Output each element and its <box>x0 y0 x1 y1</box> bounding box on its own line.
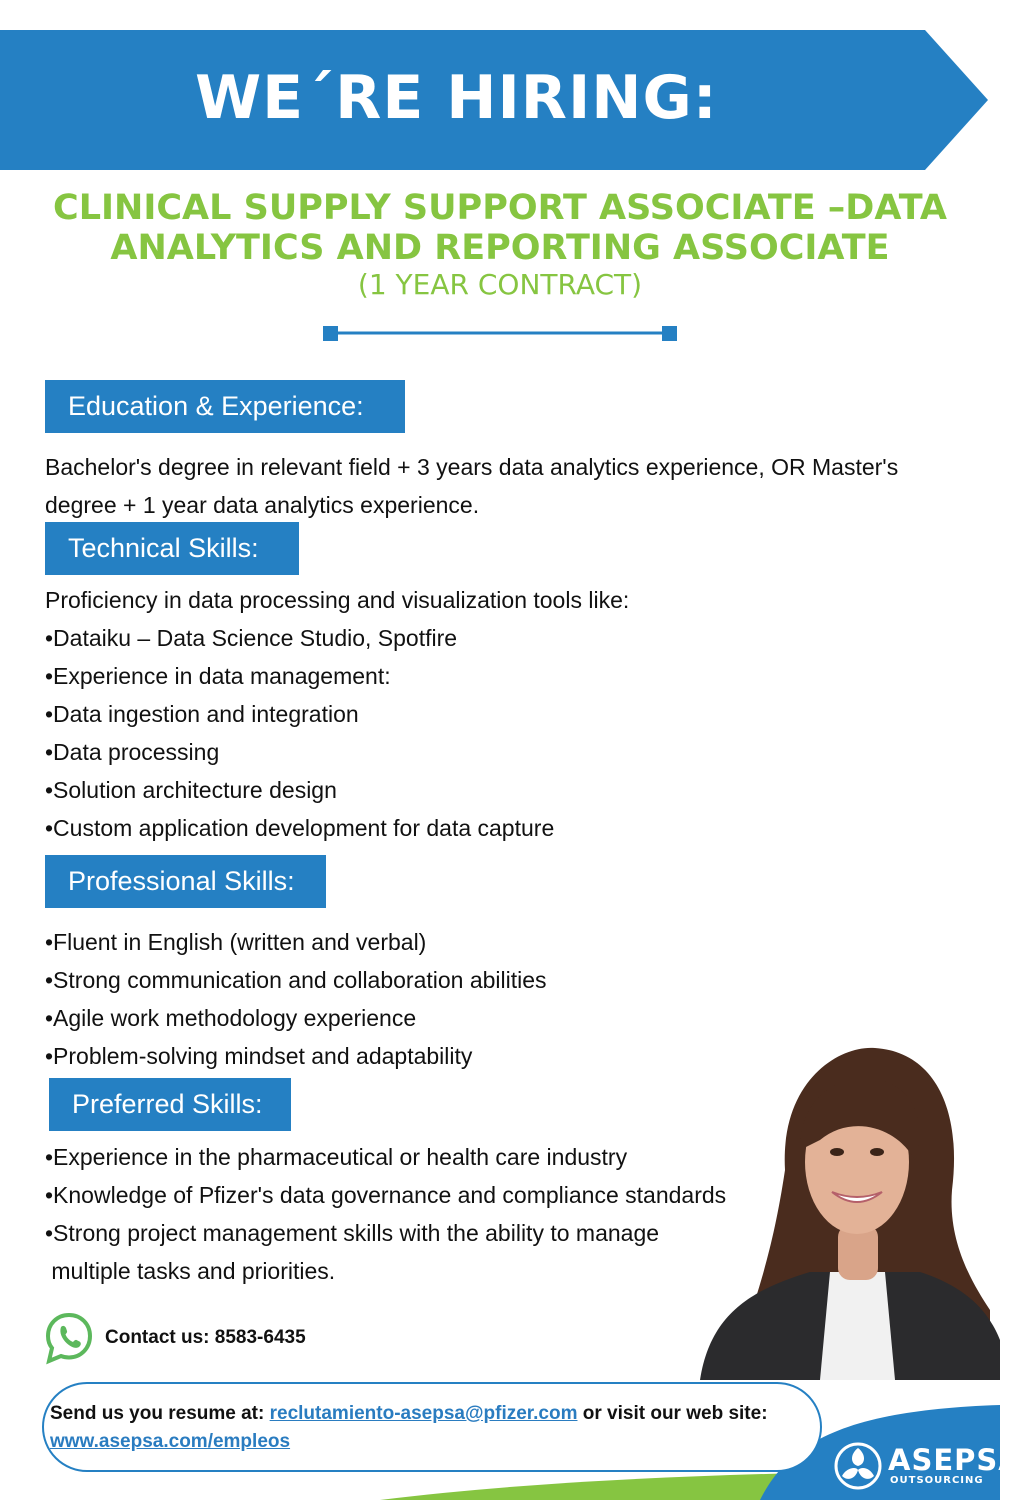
resume-email-link[interactable]: reclutamiento-asepsa@pfizer.com <box>269 1403 578 1424</box>
education-line-2: degree + 1 year data analytics experience. <box>45 492 480 518</box>
resume-prefix: Send us you resume at: <box>50 1403 270 1424</box>
whatsapp-icon[interactable] <box>45 1312 93 1364</box>
list-item: •Dataiku – Data Science Studio, Spotfire <box>45 625 458 651</box>
woman-photo <box>690 1040 1000 1380</box>
contract-duration: (1 YEAR CONTRACT) <box>357 268 643 301</box>
logo-name: ASEPSA <box>888 1443 1022 1477</box>
job-title-line-2: ANALYTICS AND REPORTING ASSOCIATE <box>110 228 890 268</box>
preferred-skills-header: Preferred Skills: <box>49 1078 291 1131</box>
logo-subtitle: OUTSOURCING <box>890 1475 984 1486</box>
list-item: •Custom application development for data capture <box>45 815 555 841</box>
job-title-line-1: CLINICAL SUPPLY SUPPORT ASSOCIATE –DATA <box>53 188 947 228</box>
preferred-skills-list <box>45 1138 726 1290</box>
hiring-banner <box>0 30 990 170</box>
asepsa-emblem-icon <box>832 1440 884 1492</box>
list-item: •Experience in data management: <box>45 663 391 689</box>
education-header: Education & Experience: <box>45 380 405 433</box>
professional-skills-header: Professional Skills: <box>45 855 326 908</box>
title-divider <box>320 322 680 344</box>
list-item: •Knowledge of Pfizer's data governance and compliance standards <box>45 1182 727 1208</box>
list-item: Proficiency in data processing and visualization tools like: <box>45 587 630 613</box>
professional-skills-list <box>45 923 547 1075</box>
list-item: •Solution architecture design <box>45 777 337 803</box>
banner-title: WE´RE HIRING: <box>195 63 718 133</box>
education-line-1: Bachelor's degree in relevant field + 3 years data analytics experience, OR Master's <box>45 454 899 480</box>
resume-middle: or visit our web site: <box>577 1403 768 1424</box>
contact-row <box>45 1312 306 1364</box>
list-item: multiple tasks and priorities. <box>45 1258 336 1284</box>
list-item: •Strong communication and collaboration abilities <box>45 967 547 993</box>
list-item: •Data processing <box>45 739 220 765</box>
list-item: •Problem-solving mindset and adaptability <box>45 1043 473 1069</box>
list-item: •Fluent in English (written and verbal) <box>45 929 427 955</box>
list-item: •Experience in the pharmaceutical or health care industry <box>45 1144 628 1170</box>
technical-skills-list <box>45 581 629 847</box>
website-link[interactable]: www.asepsa.com/empleos <box>50 1431 291 1452</box>
technical-skills-header: Technical Skills: <box>45 522 299 575</box>
asepsa-logo <box>832 1440 1022 1492</box>
education-text <box>45 448 898 524</box>
list-item: •Data ingestion and integration <box>45 701 359 727</box>
job-title <box>0 188 1000 268</box>
list-item: •Strong project management skills with the ability to manage <box>45 1220 660 1246</box>
list-item: •Agile work methodology experience <box>45 1005 417 1031</box>
resume-info-box <box>42 1382 822 1472</box>
contact-phone: Contact us: 8583-6435 <box>105 1327 306 1348</box>
